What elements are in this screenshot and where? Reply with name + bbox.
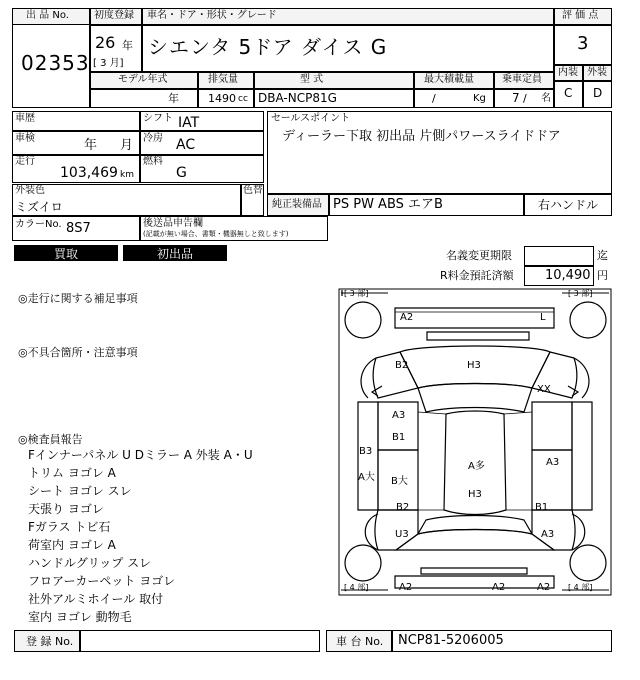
- car-name: シエンタ 5ドア ダイス G: [148, 35, 388, 59]
- aftersale-note: (記載が無い場合、書類・機器無しと致します): [143, 230, 289, 238]
- grade-label: 評 価 点: [562, 10, 599, 21]
- mark-front-fender-right: XX: [537, 384, 551, 395]
- buy-badge: 買取: [14, 245, 118, 261]
- diagram-frame: [339, 289, 611, 595]
- mark-front-bumper-left: A2: [400, 312, 414, 323]
- mark-rear-bumper-mid: A2: [492, 582, 506, 593]
- fuel-value: G: [176, 165, 187, 181]
- max-load: /: [432, 92, 436, 105]
- name-change-label: 名義変更期限: [446, 249, 512, 262]
- inspector-line: 荷室内 ヨゴレ A: [28, 538, 116, 552]
- reg-no-label: 登 録 No.: [26, 635, 74, 648]
- model-year-cell: [90, 89, 198, 108]
- lot-number: 02353: [21, 51, 90, 75]
- tire-rear-left: [345, 545, 381, 581]
- mileage-unit: km: [120, 170, 134, 180]
- tire-fr-count: [ 3 部]: [568, 289, 593, 298]
- inspector-line: トリム ヨゴレ A: [28, 466, 116, 480]
- tire-fl-count: [ 3 部]: [344, 289, 369, 298]
- model-code: DBA-NCP81G: [258, 91, 337, 105]
- car-damage-diagram: [338, 288, 612, 596]
- tire-rr-count: [ 4 部]: [568, 583, 593, 592]
- reg-year-unit: 年: [122, 39, 133, 52]
- reg-no-cell: [80, 630, 320, 652]
- shift-value: IAT: [178, 115, 200, 131]
- inspector-line: Fガラス トビ石: [28, 520, 111, 534]
- interior-grade: C: [564, 86, 573, 100]
- reg-month: [ 3 月]: [93, 58, 124, 69]
- interior-label: 内装: [558, 67, 578, 78]
- inspector-title: ◎検査員報告: [18, 433, 83, 446]
- tire-front-left: [345, 302, 381, 338]
- mark-side-left: A大: [358, 472, 375, 483]
- inspector-line: ハンドルグリップ スレ: [28, 556, 152, 570]
- shift-label: シフト: [143, 113, 173, 124]
- mark-hood: H3: [467, 360, 481, 371]
- mark-right-door: A3: [546, 457, 560, 468]
- exterior-grade: D: [593, 86, 603, 100]
- recycle-unit: 円: [597, 269, 608, 282]
- inspector-line: Fインナーパネル U Dミラー A 外装 A・U: [28, 448, 253, 462]
- model-year-unit: 年: [168, 92, 179, 105]
- recycle-label: R料金預託済額: [440, 269, 514, 282]
- mark-front-fender-left: B2: [395, 360, 409, 371]
- mark-rear-door-left: B大: [391, 476, 408, 487]
- inspector-line: フロアーカーペット ヨゴレ: [28, 574, 176, 588]
- tire-front-right: [570, 302, 606, 338]
- name-change-cell: [524, 246, 594, 266]
- history-label: 車歴: [15, 113, 35, 124]
- max-load-label: 最大積載量: [424, 74, 474, 85]
- front-fender-left: [373, 352, 418, 398]
- front-door-right: [532, 402, 572, 450]
- reg-year: 26: [95, 33, 116, 52]
- exterior-label: 外装: [587, 67, 607, 78]
- mark-front-door-left-upper: A3: [392, 410, 406, 421]
- ac-label: 冷房: [143, 133, 163, 144]
- color-no-label: カラーNo.: [15, 219, 62, 230]
- sales-point-label: セールスポイント: [271, 113, 351, 124]
- trunk: [396, 530, 554, 551]
- mark-rear-bumper-right: A2: [537, 582, 551, 593]
- displacement-unit: cc: [238, 94, 248, 104]
- inspector-line: 社外アルミホイール 取付: [28, 592, 164, 606]
- mark-front-door-left: B1: [392, 432, 406, 443]
- aftersale-label: 後送品申告欄: [143, 218, 203, 229]
- front-grille: [427, 332, 529, 340]
- first-listing-badge: 初出品: [123, 245, 227, 261]
- capacity-label: 乗車定員: [502, 74, 542, 85]
- mark-rear-left: B2: [396, 502, 410, 513]
- displacement-label: 排気量: [208, 74, 238, 85]
- inspection-month-unit: 月: [120, 138, 134, 153]
- inspector-line: 室内 ヨゴレ 動物毛: [28, 610, 132, 624]
- inspector-line: シート ヨゴレ スレ: [28, 484, 132, 498]
- chassis-value: NCP81-5206005: [398, 633, 504, 648]
- inspection-label: 車検: [15, 133, 35, 144]
- lot-label: 出 品 No.: [26, 10, 69, 21]
- inspector-line: 天張り ヨゴレ: [28, 502, 104, 516]
- recolor-label: 色替: [243, 185, 263, 196]
- name-change-unit: 迄: [597, 249, 608, 262]
- max-load-unit: Kg: [473, 93, 486, 104]
- mark-rear-bumper-left: A2: [399, 582, 413, 593]
- front-bumper: [395, 308, 554, 328]
- mark-front-bumper-right: L: [540, 312, 546, 323]
- exterior-color: ミズイロ: [15, 200, 63, 214]
- fuel-label: 燃料: [143, 156, 163, 167]
- mark-roof-upper: A多: [468, 461, 485, 472]
- side-right: [572, 402, 592, 510]
- type-label: 型 式: [300, 74, 324, 85]
- ac-value: AC: [176, 137, 196, 153]
- type-label-cell: [254, 72, 414, 89]
- capacity-unit: 名: [541, 93, 551, 104]
- mark-rear-right-lower: A3: [541, 529, 555, 540]
- windshield: [418, 384, 532, 413]
- equipment-label: 純正装備品: [272, 199, 322, 210]
- sales-point: ディーラー下取 初出品 片側パワースライドドア: [282, 129, 561, 144]
- first-reg-label: 初度登録: [94, 10, 134, 21]
- equipment: PS PW ABS エアB: [333, 197, 443, 212]
- mark-roof-lower: H3: [468, 489, 482, 500]
- defects-title: ◎不具合箇所・注意事項: [18, 346, 138, 359]
- rear-bumper: [395, 576, 554, 588]
- mark-rear-left-lower: U3: [395, 529, 409, 540]
- tire-rear-right: [570, 545, 606, 581]
- tire-rl-count: [ 4 部]: [344, 583, 369, 592]
- exterior-color-label: 外装色: [15, 185, 45, 196]
- mark-side-left-upper: B3: [359, 446, 373, 457]
- driving-remarks-title: ◎走行に関する補足事項: [18, 292, 138, 305]
- capacity-slash: /: [523, 92, 527, 105]
- displacement: 1490: [208, 92, 236, 105]
- overall-grade: 3: [577, 33, 589, 54]
- inspection-year-unit: 年: [84, 138, 98, 153]
- mileage-value: 103,469: [60, 165, 118, 181]
- car-name-label: 車名・ドア・形状・グレード: [147, 10, 277, 21]
- rear-panel: [421, 568, 527, 574]
- chassis-label: 車 台 No.: [336, 635, 384, 648]
- steering: 右ハンドル: [538, 198, 599, 212]
- mark-rear-right: B1: [535, 502, 549, 513]
- capacity: 7: [512, 91, 520, 105]
- recycle-value: 10,490: [545, 268, 591, 283]
- model-year-label: モデル年式: [118, 74, 168, 85]
- mileage-label: 走行: [15, 156, 35, 167]
- color-no: 8S7: [66, 221, 91, 236]
